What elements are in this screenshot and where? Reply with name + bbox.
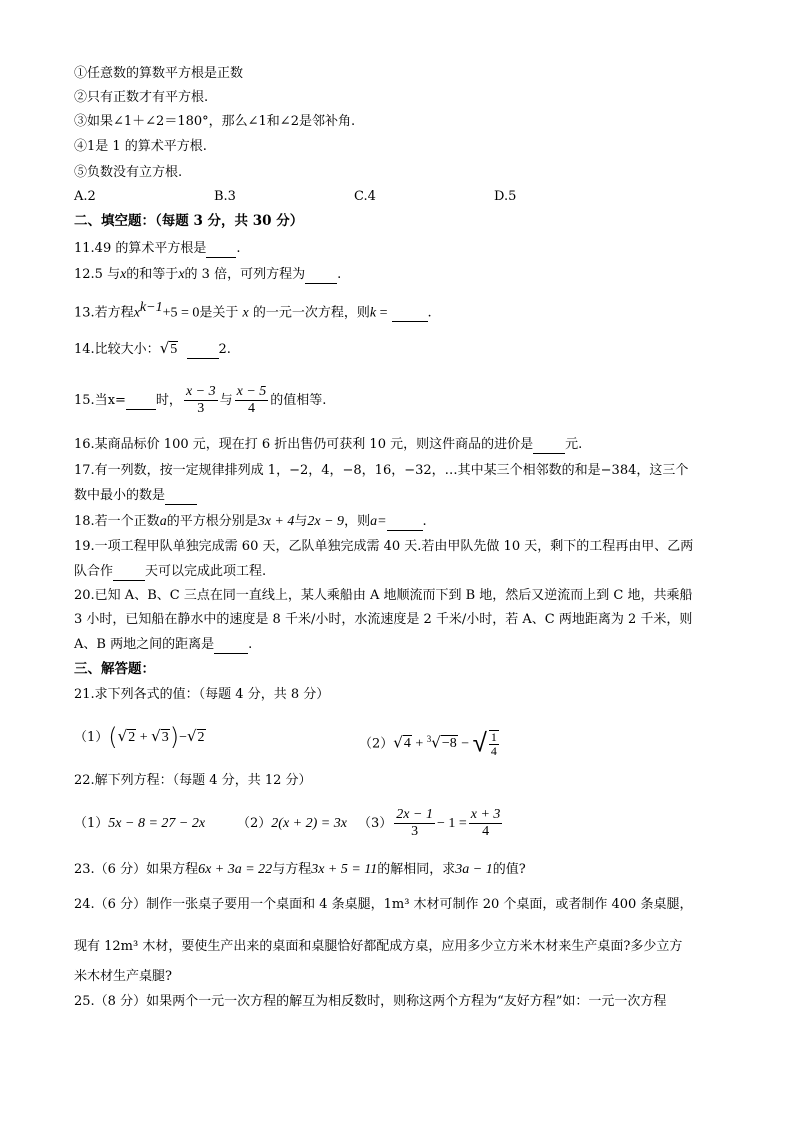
q18-expr-1: 3x + 4 xyxy=(257,514,295,529)
statement-2: ②只有正数才有平方根. xyxy=(74,90,209,105)
q21-2-f-num: 1 xyxy=(490,729,497,744)
q21-1-label: （1） xyxy=(74,730,109,745)
option-b: B.3 xyxy=(214,189,236,204)
sqrt-icon: √ xyxy=(151,727,161,745)
option-a: A.2 xyxy=(74,189,96,204)
q21-2-f-den: 4 xyxy=(490,743,497,758)
question-20-line-2: 3 小时，已知船在静水中的速度是 8 千米/小时，水流速度是 2 千米/小时，若 A、C 两地距离为 2 千米，则 xyxy=(74,612,693,627)
question-17-line-2 xyxy=(74,487,197,505)
q11-post: . xyxy=(236,241,241,256)
q22-1-eq: 5x − 8 = 27 − 2x xyxy=(108,816,206,831)
q23-mid: 与方程 xyxy=(272,862,312,877)
q13-var: x xyxy=(242,305,249,321)
question-23 xyxy=(74,861,526,878)
q22-2-eq: 2(x + 2) = 3x xyxy=(271,816,347,831)
q13-mid2: 的一元一次方程，则 xyxy=(252,305,370,321)
q21-1-rad-c: 2 xyxy=(197,730,205,745)
sqrt-icon: √ xyxy=(393,733,403,752)
q18-blank xyxy=(387,513,423,531)
q20-blank xyxy=(214,636,248,654)
q12-var: x xyxy=(120,267,127,282)
q14-text: 14.比较大小： xyxy=(74,342,160,357)
q13-exponent: k−1 xyxy=(139,300,163,315)
question-13 xyxy=(74,299,432,322)
q18-mid: 的平方根分别是 xyxy=(166,514,258,529)
q21-2-label: （2） xyxy=(359,736,394,752)
q22-part-3 xyxy=(358,806,504,842)
q21-1-minus: − xyxy=(179,730,187,745)
question-19-line-1: 19.一项工程甲队单独完成需 60 天，乙队单独完成需 40 天.若由甲队先做 10 天，剩下的工程再由甲、乙两 xyxy=(74,539,694,554)
q21-1-rad-a: 2 xyxy=(128,730,136,745)
question-22-parts xyxy=(74,806,734,842)
section-heading-solve: 三、解答题： xyxy=(74,661,155,677)
q15-and: 与 xyxy=(219,393,233,408)
q19-blank xyxy=(113,563,145,581)
q15-post: 的值相等. xyxy=(270,393,327,408)
q21-2-fraction xyxy=(489,730,499,758)
q13-blank xyxy=(392,304,428,322)
q22-1-label: （1） xyxy=(74,816,109,831)
q15-text: 15.当 xyxy=(74,393,108,408)
q12-post: . xyxy=(337,267,342,282)
q19-text: 队合作 xyxy=(74,564,114,579)
option-c: C.4 xyxy=(354,189,376,204)
q12-mid2: 的 3 倍，可列方程为 xyxy=(184,267,306,282)
q13-eq: +5 = 0 xyxy=(162,305,200,321)
sqrt-icon: √ xyxy=(472,728,487,759)
q21-1-rad-b: 3 xyxy=(161,730,169,745)
q18-var2: a= xyxy=(370,514,387,529)
question-12 xyxy=(74,266,341,284)
question-21-parts xyxy=(74,723,734,759)
q18-expr-2: 2x − 9 xyxy=(307,514,345,529)
q23-text: 23.（6 分）如果方程 xyxy=(74,862,199,877)
q15-fraction-2 xyxy=(235,384,269,417)
q13-post: . xyxy=(427,305,432,321)
q22-3-frac-2 xyxy=(469,807,503,840)
q22-3-f1-num: 2x − 1 xyxy=(396,807,433,822)
q14-radicand: 5 xyxy=(170,342,178,357)
statement-1: ①任意数的算数平方根是正数 xyxy=(74,66,244,81)
q15-f1-num: x − 3 xyxy=(185,384,216,399)
q14-blank xyxy=(187,341,219,359)
sqrt-icon: √ xyxy=(117,727,128,745)
q16-text: 16.某商品标价 100 元，现在打 6 折出售仍可获利 10 元，则这件商品的进价是 xyxy=(74,437,534,452)
q18-and: 与 xyxy=(294,514,308,529)
q13-eq3: = xyxy=(376,305,388,321)
q15-f2-num: x − 5 xyxy=(236,384,267,399)
q15-mid: 时， xyxy=(155,393,182,408)
q21-part-1: （1）(√2 + √3)−√2 xyxy=(74,723,205,751)
q22-3-label: （3） xyxy=(358,816,393,831)
q20-text: A、B 两地之间的距离是 xyxy=(74,637,215,652)
q22-3-f2-den: 4 xyxy=(482,824,490,839)
q13-x: x xyxy=(133,305,140,321)
sqrt-icon: √ xyxy=(159,339,170,357)
statement-4: ④1是 1 的算术平方根. xyxy=(74,139,207,154)
question-18 xyxy=(74,513,427,531)
statement-5: ⑤负数没有立方根. xyxy=(74,165,183,180)
q12-mid: 的和等于 xyxy=(126,267,179,282)
q16-blank xyxy=(533,436,565,454)
question-16 xyxy=(74,436,582,454)
q18-text: 18.若一个正数 xyxy=(74,514,160,529)
q22-part-2 xyxy=(237,806,347,842)
question-24-line-3: 米木材生产桌腿? xyxy=(74,969,172,984)
q23-post: 的值? xyxy=(492,862,526,877)
q15-var: x= xyxy=(107,393,126,408)
question-20-line-3 xyxy=(74,636,252,654)
q17-text: 数中最小的数是 xyxy=(74,488,166,503)
q18-mid2: ，则 xyxy=(344,514,371,529)
question-15 xyxy=(74,383,326,419)
q14-post: 2. xyxy=(218,342,231,357)
q22-3-mid: − 1 = xyxy=(436,816,467,831)
q15-f2-den: 4 xyxy=(247,401,255,416)
q11-blank xyxy=(206,240,236,258)
question-11 xyxy=(74,240,241,258)
q22-part-1 xyxy=(74,806,205,842)
q15-f1-den: 3 xyxy=(197,401,205,416)
option-d: D.5 xyxy=(494,189,517,204)
question-22: 22.解下列方程：（每题 4 分，共 12 分） xyxy=(74,773,312,788)
q21-2-rad-b: −8 xyxy=(441,736,457,752)
q22-3-frac-1 xyxy=(394,807,435,840)
q23-mid2: 的解相同，求 xyxy=(377,862,456,877)
q16-post: 元. xyxy=(565,437,583,452)
q20-post: . xyxy=(248,637,253,652)
q21-part-2: （2）√4 + $^3$√−8 − √ $\frac{1}{4}$ xyxy=(359,728,497,759)
q23-eq-2: 3x + 5 = 11 xyxy=(311,862,378,877)
question-24-line-2: 现有 12m³ 木材，要使生产出来的桌面和桌腿恰好都配成方桌，应用多少立方米木材来生产桌面?多少立方 xyxy=(74,939,683,954)
right-paren-icon: ) xyxy=(169,723,180,751)
cube-root-icon: √ xyxy=(431,733,441,752)
q12-var2: x xyxy=(178,267,185,282)
q22-3-f1-den: 3 xyxy=(411,824,419,839)
q18-post: . xyxy=(422,514,427,529)
q13-k: k xyxy=(369,305,377,321)
question-21: 21.求下列各式的值：（每题 4 分，共 8 分） xyxy=(74,687,330,702)
q15-fraction-1 xyxy=(184,384,218,417)
question-14 xyxy=(74,340,231,359)
q13-text: 13.若方程 xyxy=(74,305,134,321)
question-20-line-1: 20.已知 A、B、C 三点在同一直线上，某人乘船由 A 地顺流而下到 B 地，然后又逆流而上到 C 地，共乘船 xyxy=(74,588,693,603)
left-paren-icon: ( xyxy=(108,723,118,751)
question-25: 25.（8 分）如果两个一元一次方程的解互为相反数时，则称这两个方程为“友好方程”如：一元一次方程 xyxy=(74,994,667,1009)
q12-text: 12.5 与 xyxy=(74,267,121,282)
question-17-line-1: 17.有一列数，按一定规律排列成 1，−2，4，−8，16，−32，…其中某三个相邻数的和是−384，这三个 xyxy=(74,463,689,478)
section-heading-fill-blank: 二、填空题：（每题 3 分，共 30 分） xyxy=(74,213,304,229)
answer-options xyxy=(74,188,734,205)
sqrt-icon: √ xyxy=(186,727,197,745)
q22-3-f2-num: x + 3 xyxy=(470,807,501,822)
q11-text: 11.49 的算术平方根是 xyxy=(74,241,207,256)
q19-post: 天可以完成此项工程. xyxy=(145,564,267,579)
q12-blank xyxy=(305,266,337,284)
q22-2-label: （2） xyxy=(237,816,272,831)
question-24-line-1: 24.（6 分）制作一张桌子要用一个桌面和 4 条桌腿，1m³ 木材可制作 20 个桌面，或者制作 400 条桌腿， xyxy=(74,897,693,912)
q23-eq-1: 6x + 3a = 22 xyxy=(198,862,273,877)
q23-expr: 3a − 1 xyxy=(455,862,493,877)
q13-mid: 是关于 xyxy=(199,305,239,321)
q15-blank xyxy=(126,392,156,410)
q21-2-rad-a: 4 xyxy=(403,736,411,752)
statement-3: ③如果∠1＋∠2＝180°，那么∠1和∠2是邻补角. xyxy=(74,114,356,129)
q18-var: a xyxy=(159,514,167,529)
q17-blank xyxy=(165,487,197,505)
question-19-line-2 xyxy=(74,563,266,581)
